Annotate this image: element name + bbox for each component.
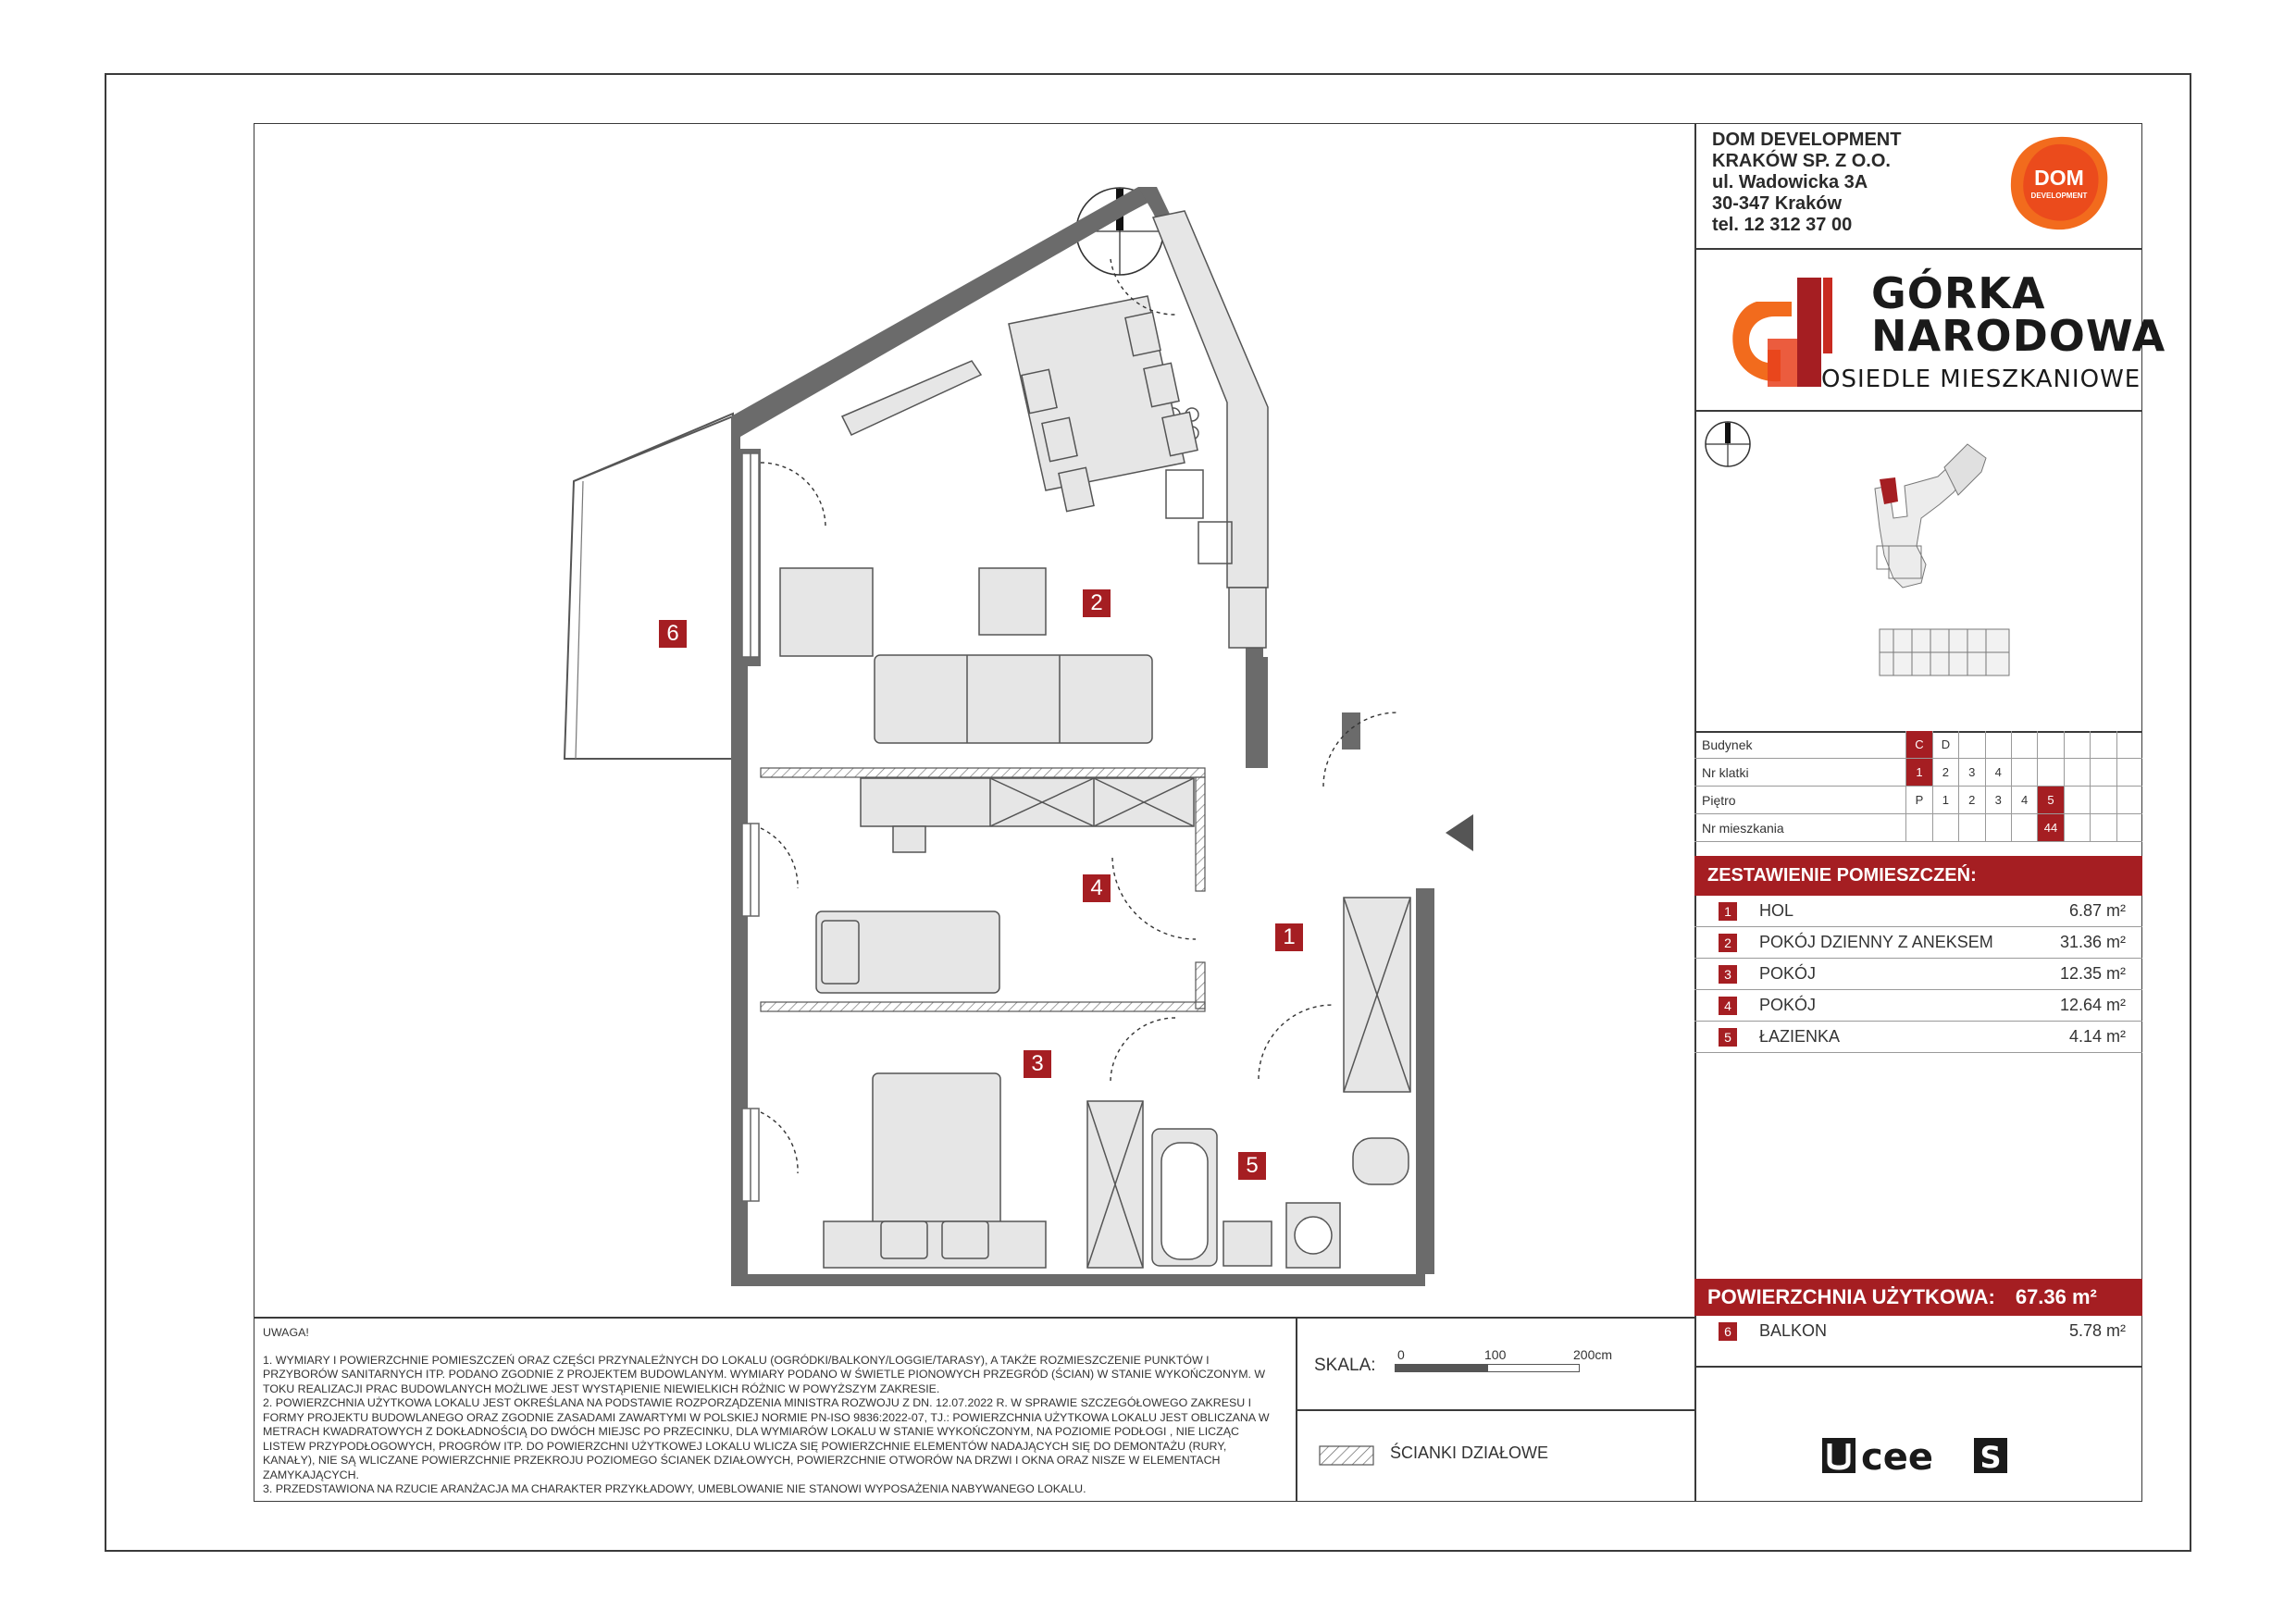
info-label: Budynek xyxy=(1702,737,1753,752)
info-cell xyxy=(2037,759,2063,786)
info-cell xyxy=(2090,814,2116,841)
balcony-list xyxy=(1694,1316,2142,1346)
room-name: POKÓJ DZIENNY Z ANEKSEM xyxy=(1759,933,1993,951)
info-cell xyxy=(2116,787,2142,813)
notes-item: 1. WYMIARY I POWIERZCHNIE POMIESZCZEŃ ORAZ CZĘŚCI PRZYNALEŻNYCH DO LOKALU (OGRÓDKI/BALKONY/LOGGIE/TARASY), A TAKŻE ROZMIESZCZENIE PUNKTÓW I PRZYBORÓW SANITARNYCH ITP. PODANO ZGODNIE Z PROJEKTEM BUDOWLANYM. WYMIARY PODANO W ŚWIETLE PIONOWYCH PRZEGRÓD (ŚCIAN) W STANIE WYKOŃCZONYM. W TOKU REALIZACJI PRAC BUDOWLANYCH MOŻLIWE JEST WYSTĄPIENIE NIEWIELKICH RÓŻNIC W POWYŻSZYM ZAKRESIE. xyxy=(263,1353,1266,1395)
plan-label-room-4: 4 xyxy=(1083,874,1111,902)
room-name: HOL xyxy=(1759,901,1794,920)
info-cell xyxy=(1958,731,1984,758)
divider-logo xyxy=(1694,1366,2142,1368)
info-label: Piętro xyxy=(1702,792,1736,808)
notes-item: 3. PRZEDSTAWIONA NA RZUCIE ARANŻACJA MA CHARAKTER PRZYKŁADOWY, UMEBLOWANIE NIE STANOWI WYPOSAŻENIA NABYWANEGO LOKALU. xyxy=(263,1482,1086,1495)
project-subtitle: OSIEDLE MIESZKANIOWE xyxy=(1821,365,2141,393)
room-number-badge: 4 xyxy=(1719,997,1737,1015)
scale-label: SKALA: xyxy=(1314,1356,1376,1375)
info-cell xyxy=(2011,814,2037,841)
svg-text:S: S xyxy=(1980,1440,2002,1475)
scale-tick-100: 100 xyxy=(1484,1347,1507,1362)
info-cell xyxy=(2116,814,2142,841)
info-cell xyxy=(1905,814,1931,841)
balcony-row xyxy=(1694,1316,2142,1346)
floor-plan xyxy=(555,176,1481,1286)
room-number-badge: 5 xyxy=(1719,1028,1737,1047)
room-row xyxy=(1694,1022,2142,1053)
info-cell xyxy=(2064,731,2090,758)
room-row xyxy=(1694,959,2142,990)
divider-notes xyxy=(254,1317,1694,1319)
info-cell xyxy=(2037,731,2063,758)
info-row-building xyxy=(1694,731,2142,759)
plan-label-living-room: 2 xyxy=(1083,589,1111,617)
notes-block xyxy=(263,1326,1281,1497)
project-name-line2: NARODOWA xyxy=(1871,311,2166,361)
info-cell: D xyxy=(1932,731,1958,758)
company-address xyxy=(1712,130,1901,236)
info-cell xyxy=(2090,759,2116,786)
wall-cabinet xyxy=(842,361,981,435)
bed-room-4 xyxy=(816,911,999,993)
info-row-floor xyxy=(1694,787,2142,814)
room-name: ŁAZIENKA xyxy=(1759,1027,1841,1046)
info-cell: 4 xyxy=(1985,759,2011,786)
info-cell xyxy=(2090,787,2116,813)
company-line: 30-347 Kraków xyxy=(1712,193,1843,214)
room-area: 31.36 m² xyxy=(2059,933,2126,951)
divider-project xyxy=(1694,410,2142,412)
company-line: DOM DEVELOPMENT xyxy=(1712,130,1902,150)
plan-label-balcony: 6 xyxy=(659,620,687,648)
room-area: 12.35 m² xyxy=(2059,964,2126,983)
total-area-bar xyxy=(1694,1279,2142,1316)
info-cell xyxy=(2090,731,2116,758)
info-row-apartment xyxy=(1694,814,2142,842)
info-cell xyxy=(2064,787,2090,813)
divider-legend xyxy=(1296,1409,1694,1411)
svg-text:cee: cee xyxy=(1861,1436,1933,1479)
notes-title: UWAGA! xyxy=(263,1326,309,1339)
total-area-value: 67.36 m² xyxy=(2015,1285,2097,1308)
wardrobe-room-4 xyxy=(861,778,1194,852)
info-cell xyxy=(1958,814,1984,841)
rooms-summary-header: ZESTAWIENIE POMIESZCZEŃ: xyxy=(1694,856,2142,896)
info-cell: 2 xyxy=(1958,787,1984,813)
info-cell xyxy=(2064,814,2090,841)
dining-set xyxy=(1009,296,1198,512)
room-number-badge: 1 xyxy=(1719,902,1737,921)
notes-item: 2. POWIERZCHNIA UŻYTKOWA LOKALU JEST OKREŚLANA NA PODSTAWIE ROZPORZĄDZENIA MINISTRA ROZWOJU Z DN. 12.07.2022 R. W SPRAWIE SZCZEGÓŁOWEGO ZAKRESU I FORMY PROJEKTU BUDOWLANEGO ORAZ ZGODNIE ZASADAMI ZAWARTYMI W POLSKIEJ NORMIE PN-ISO 9836:2022-07, TJ.: POWIERZCHNIA UŻYTKOWA LOKALU JEST OBLICZANA W METRACH KWADRATOWYCH Z DOKŁADNOŚCIĄ DO DWÓCH MIEJSC PO PRZECINKU, DLA WYMIARÓW LOKALU W STANIE WYKOŃCZONYM, NA POZIOMIE PODŁOGI , NIE LICZĄC LISTEW PRZYPODŁOGOWYCH, PROGRÓW ITP. DO POWIERZCHNI UŻYTKOWEJ LOKALU WLICZA SIĘ POWIERZCHNIE ELEMENTÓW NADAJĄCYCH SIĘ DO DEMONTAŻU (RURY, KANAŁY), NIE SĄ WLICZANE POWIERZCHNIE PRZEKROJU POZIOMEGO ŚCIANEK DZIAŁOWYCH, POWIERZCHNIE OTWORÓW NA DRZWI I OKNA ORAZ NISZE W ELEMENTACH ZAMYKAJĄCYCH. xyxy=(263,1396,1270,1481)
info-cell: C xyxy=(1905,731,1931,758)
room-area: 6.87 m² xyxy=(2068,901,2126,920)
info-cell xyxy=(1932,814,1958,841)
info-cell: 44 xyxy=(2037,814,2063,841)
info-cell xyxy=(2116,731,2142,758)
info-cell xyxy=(1985,731,2011,758)
info-cell xyxy=(2011,759,2037,786)
balcony-name: BALKON xyxy=(1759,1321,1828,1340)
key-plan-compass-icon xyxy=(1706,422,1750,466)
room-name: POKÓJ xyxy=(1759,996,1817,1014)
badge-line1: DOM xyxy=(2034,166,2084,190)
info-label: Nr mieszkania xyxy=(1702,820,1784,836)
info-label: Nr klatki xyxy=(1702,764,1749,780)
room-row xyxy=(1694,896,2142,927)
info-cell xyxy=(2116,759,2142,786)
info-cell xyxy=(1985,814,2011,841)
room-row xyxy=(1694,927,2142,959)
balcony-area xyxy=(565,414,733,759)
scale-bar-filled xyxy=(1395,1364,1487,1372)
info-cell xyxy=(2011,731,2037,758)
plan-label-hall: 1 xyxy=(1275,923,1303,951)
room-name: POKÓJ xyxy=(1759,964,1817,983)
info-cell: P xyxy=(1905,787,1931,813)
project-name-line1: GÓRKA xyxy=(1871,268,2046,318)
plan-label-room-3: 3 xyxy=(1024,1050,1051,1078)
divider-company xyxy=(1694,248,2142,250)
key-plan xyxy=(1699,416,2143,726)
room-area: 4.14 m² xyxy=(2068,1027,2126,1046)
info-cell: 2 xyxy=(1932,759,1958,786)
entrance-arrow-icon xyxy=(1446,814,1473,851)
legend-label: ŚCIANKI DZIAŁOWE xyxy=(1390,1443,1549,1462)
info-cell: 5 xyxy=(2037,787,2063,813)
balcony-number-badge: 6 xyxy=(1719,1322,1737,1341)
scale-tick-0: 0 xyxy=(1397,1347,1405,1362)
plan-label-bathroom: 5 xyxy=(1238,1152,1266,1180)
info-row-staircase xyxy=(1694,759,2142,787)
room-number-badge: 2 xyxy=(1719,934,1737,952)
balcony-area: 5.78 m² xyxy=(2068,1321,2126,1340)
room-row xyxy=(1694,990,2142,1022)
info-cell: 3 xyxy=(1958,759,1984,786)
bed-room-3 xyxy=(824,1073,1046,1268)
bathroom-fixtures xyxy=(1087,898,1410,1268)
info-cell: 1 xyxy=(1905,759,1931,786)
partition-wall-swatch-icon xyxy=(1319,1445,1374,1466)
scale-bar-empty xyxy=(1487,1364,1580,1372)
info-cell xyxy=(2064,759,2090,786)
info-cell: 1 xyxy=(1932,787,1958,813)
scale-tick-200: 200cm xyxy=(1573,1347,1613,1362)
rooms-list xyxy=(1694,896,2142,1053)
ucees-logo xyxy=(1818,1432,2022,1479)
unit-info-table xyxy=(1694,731,2142,842)
info-cell: 3 xyxy=(1985,787,2011,813)
company-line: ul. Wadowicka 3A xyxy=(1712,172,1868,192)
info-cell: 4 xyxy=(2011,787,2037,813)
badge-line2: DEVELOPMENT xyxy=(2030,192,2088,200)
room-area: 12.64 m² xyxy=(2059,996,2126,1014)
company-line: KRAKÓW SP. Z O.O. xyxy=(1712,151,1891,171)
room-number-badge: 3 xyxy=(1719,965,1737,984)
company-line: tel. 12 312 37 00 xyxy=(1712,215,1853,235)
total-area-label: POWIERZCHNIA UŻYTKOWA: xyxy=(1707,1285,1995,1308)
dom-development-logo xyxy=(2004,131,2115,235)
